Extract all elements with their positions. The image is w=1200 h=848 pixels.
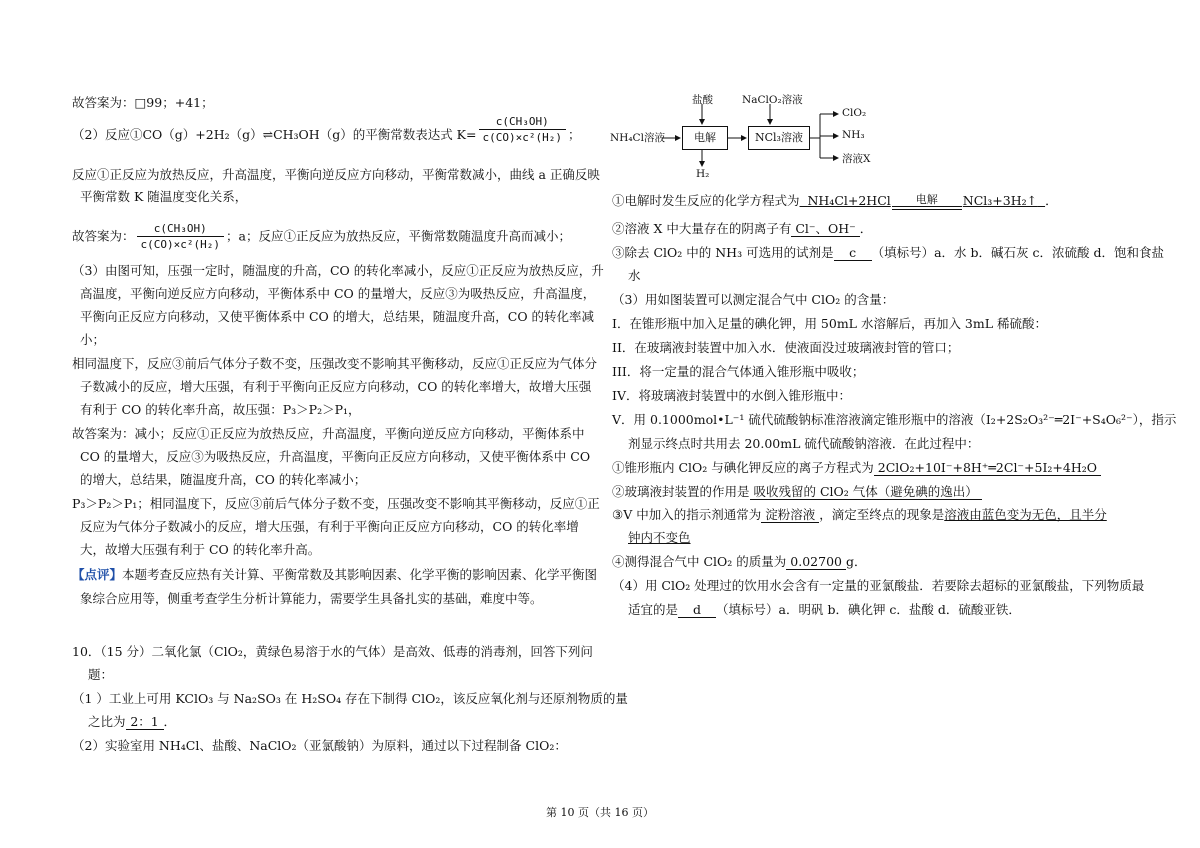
text: ②玻璃液封装置的作用是 — [612, 484, 750, 499]
text-line: （1 ）工业上可用 KClO₃ 与 Na₂SO₃ 在 H₂SO₄ 存在下制得 ClO₂，该反应氧化剂与还原剂物质的量 — [72, 691, 628, 706]
text-line: 反应①正反应为放热反应，升高温度，平衡向逆反应方向移动，平衡常数减小，曲线 a 正确反映 — [72, 167, 600, 182]
answer-blank: 2：1 — [126, 714, 164, 730]
answer-k-line — [72, 222, 571, 252]
text-line: 大，故增大压强有利于 CO 的转化率升高。 — [80, 542, 321, 557]
text: 之比为 — [88, 714, 126, 729]
text-line: 平衡常数 K 随温度变化关系， — [80, 189, 248, 204]
text: （2）反应①CO（g）+2H₂（g）⇌CH₃OH（g）的平衡常数表达式 K= — [72, 127, 477, 142]
step-3: III．将一定量的混合气体通入锥形瓶中吸收； — [612, 364, 865, 379]
text-line: 有利于 CO 的转化率升高，故压强：P₃＞P₂＞P₁， — [80, 402, 361, 417]
hcl-label: 盐酸 — [692, 94, 713, 106]
answer-blank: Cl⁻、OH⁻ — [791, 221, 859, 237]
text-line: （4）用 ClO₂ 处理过的饮用水会含有一定量的亚氯酸盐．若要除去超标的亚氯酸盐，下列物质最 — [612, 578, 1145, 593]
text: ；a；反应①正反应为放热反应，平衡常数随温度升高而减小； — [226, 228, 571, 244]
k-denominator: c(CO)×c²(H₂) — [140, 238, 220, 251]
nh4cl-label: NH₄Cl溶液 — [610, 132, 665, 144]
question-10-title: 10．（15 分）二氧化氯（ClO₂，黄绿色易溶于水的气体）是高效、低毒的消毒剂，回答下列问 — [72, 644, 593, 659]
text-line: 子数减小的反应，增大压强，有利于平衡向正反应方向移动，CO 的转化率增大，故增大压强 — [80, 379, 592, 394]
products: NCl₃+3H₂↑ — [962, 193, 1038, 208]
comment-tag: 【点评】 — [72, 567, 123, 582]
electrolysis-equation-line — [612, 192, 1058, 210]
anion-line — [612, 220, 872, 238]
naclo2-label: NaClO₂溶液 — [742, 94, 803, 106]
text-line: 高温度，平衡向逆反应方向移动，平衡体系中 CO 的量增大，反应③为吸热反应，升高温度， — [80, 286, 596, 301]
nh3-label: NH₃ — [842, 129, 865, 141]
text: ． — [859, 221, 873, 236]
text: ④测得混合气中 ClO₂ 的质量为 — [612, 554, 787, 569]
text-line: 剂显示终点时共用去 20.00mL 硫代硫酸钠溶液．在此过程中： — [628, 436, 980, 451]
text: ． — [1045, 193, 1058, 208]
h2-label: H₂ — [696, 168, 710, 180]
electrolysis-condition — [892, 194, 962, 210]
text-line: 故答案为：减小；反应①正反应为放热反应，升高温度，平衡向逆反应方向移动，平衡体系中 — [72, 426, 585, 441]
ionic-equation-line — [612, 459, 1101, 477]
text: ． — [163, 714, 177, 729]
text: 故答案为： — [72, 228, 135, 244]
answer-underline: 钟内不变色 — [628, 530, 691, 545]
text: ①电解时发生反应的化学方程式为 — [612, 193, 800, 208]
page-footer: 第 10 页（共 16 页） — [546, 806, 654, 819]
reagent-line — [612, 244, 1164, 262]
text: ③除去 ClO₂ 中的 NH₃ 可选用的试剂是 — [612, 245, 834, 260]
text-line: （2）实验室用 NH₄Cl、盐酸、NaClO₂（亚氯酸钠）为原料，通过以下过程制备 ClO₂： — [72, 738, 567, 753]
comment-line — [72, 566, 597, 584]
reactants: NH₄Cl+2HCl — [807, 193, 891, 208]
text-line: 题： — [88, 667, 114, 682]
text: 本题考查反应热有关计算、平衡常数及其影响因素、化学平衡的影响因素、化学平衡图 — [122, 567, 598, 582]
k-fraction — [479, 115, 566, 145]
text: g． — [845, 554, 867, 569]
answer-blank: 淀粉溶液 — [761, 507, 819, 523]
step-2: II．在玻璃液封装置中加入水．使液面没过玻璃液封管的管口； — [612, 340, 960, 355]
ncl3-box: NCl₃溶液 — [748, 126, 810, 150]
text-line: 的增大，总结果，随温度升高，CO 的转化率减小； — [80, 472, 367, 487]
k-expression-line — [72, 114, 581, 145]
answer-blank: d — [678, 602, 716, 618]
process-diagram — [610, 92, 910, 184]
text-line: CO 的量增大，反应③为吸热反应，升高温度，平衡向正反应方向移动，又使平衡体系中 CO — [80, 449, 591, 464]
k-denominator: c(CO)×c²(H₂) — [482, 130, 562, 144]
text-line: 平衡向正反应方向移动，又使平衡体系中 CO 的增大，总结果，随温度升高，CO 的转化率减 — [80, 309, 595, 324]
text: ，滴定至终点的现象是 — [819, 507, 945, 522]
text-line: （3）由图可知，压强一定时，随温度的升高，CO 的转化率减小，反应①正反应为放热反应，升 — [72, 263, 604, 278]
text-line: 象综合应用等，侧重考查学生分析计算能力，需要学生具备扎实的基础，难度中等。 — [80, 591, 543, 606]
text-line: 小； — [80, 332, 106, 347]
text-line: 反应为气体分子数减小的反应，增大压强，有利于平衡向正反应方向移动，CO 的转化率增 — [80, 519, 579, 534]
k-numerator: c(CH₃OH) — [137, 222, 224, 237]
step-5: V．用 0.1000mol•L⁻¹ 硫代硫酸钠标准溶液滴定锥形瓶中的溶液（I₂+2S₂O₃²⁻═2I⁻+S₄O₆²⁻），指示 — [612, 412, 1177, 427]
text: ②溶液 X 中大量存在的阴离子有 — [612, 221, 792, 236]
k-fraction-answer — [137, 222, 224, 252]
text: （填标号）a．水 b．碱石灰 c．浓硫酸 d．饱和食盐 — [871, 245, 1164, 260]
clo2-label: ClO₂ — [842, 107, 867, 119]
seal-function-line — [612, 483, 982, 501]
answer-line-1: 故答案为：□99；+41； — [72, 95, 214, 110]
k-numerator: c(CH₃OH) — [479, 115, 566, 130]
condition-label: 电解 — [915, 192, 938, 206]
text: ③V 中加入的指示剂通常为 — [612, 507, 762, 522]
text-line: P₃＞P₂＞P₁；相同温度下，反应③前后气体分子数不变，压强改变不影响其平衡移动，反应①正 — [72, 496, 600, 511]
answer-blank: 2ClO₂+10I⁻+8H⁺═2Cl⁻+5I₂+4H₂O — [874, 460, 1101, 476]
answer-blank: 0.02700 — [786, 554, 846, 570]
answer-blank: 吸收残留的 ClO₂ 气体（避免碘的逸出） — [750, 484, 982, 500]
text: ； — [567, 127, 581, 142]
text-line: 相同温度下，反应③前后气体分子数不变，压强改变不影响其平衡移动，反应①正反应为气体分 — [72, 356, 598, 371]
electrolysis-box: 电解 — [682, 126, 728, 150]
answer-blank: c — [834, 245, 872, 261]
indicator-line — [612, 506, 1107, 524]
text-line: （3）用如图装置可以测定混合气中 ClO₂ 的含量： — [612, 292, 895, 307]
indicator-line-cont — [628, 529, 691, 547]
ratio-answer-line — [88, 713, 176, 731]
text: ①锥形瓶内 ClO₂ 与碘化钾反应的离子方程式为 — [612, 460, 874, 475]
text: （填标号）a．明矾 b．碘化钾 c．盐酸 d．硫酸亚铁． — [716, 602, 1021, 617]
text: 适宜的是 — [628, 602, 679, 617]
step-1: I．在锥形瓶中加入足量的碘化钾，用 50mL 水溶解后，再加入 3mL 稀硫酸： — [612, 316, 1047, 331]
mass-line — [612, 553, 867, 571]
solution-x-label: 溶液X — [842, 153, 871, 165]
best-reagent-line — [628, 601, 1021, 619]
answer-underline: 溶液由蓝色变为无色，且半分 — [944, 507, 1107, 522]
step-4: IV．将玻璃液封装置中的水倒入锥形瓶中： — [612, 388, 851, 403]
text-line: 水 — [628, 268, 641, 283]
equation-answer — [800, 193, 1046, 208]
equals-bar — [892, 206, 962, 210]
